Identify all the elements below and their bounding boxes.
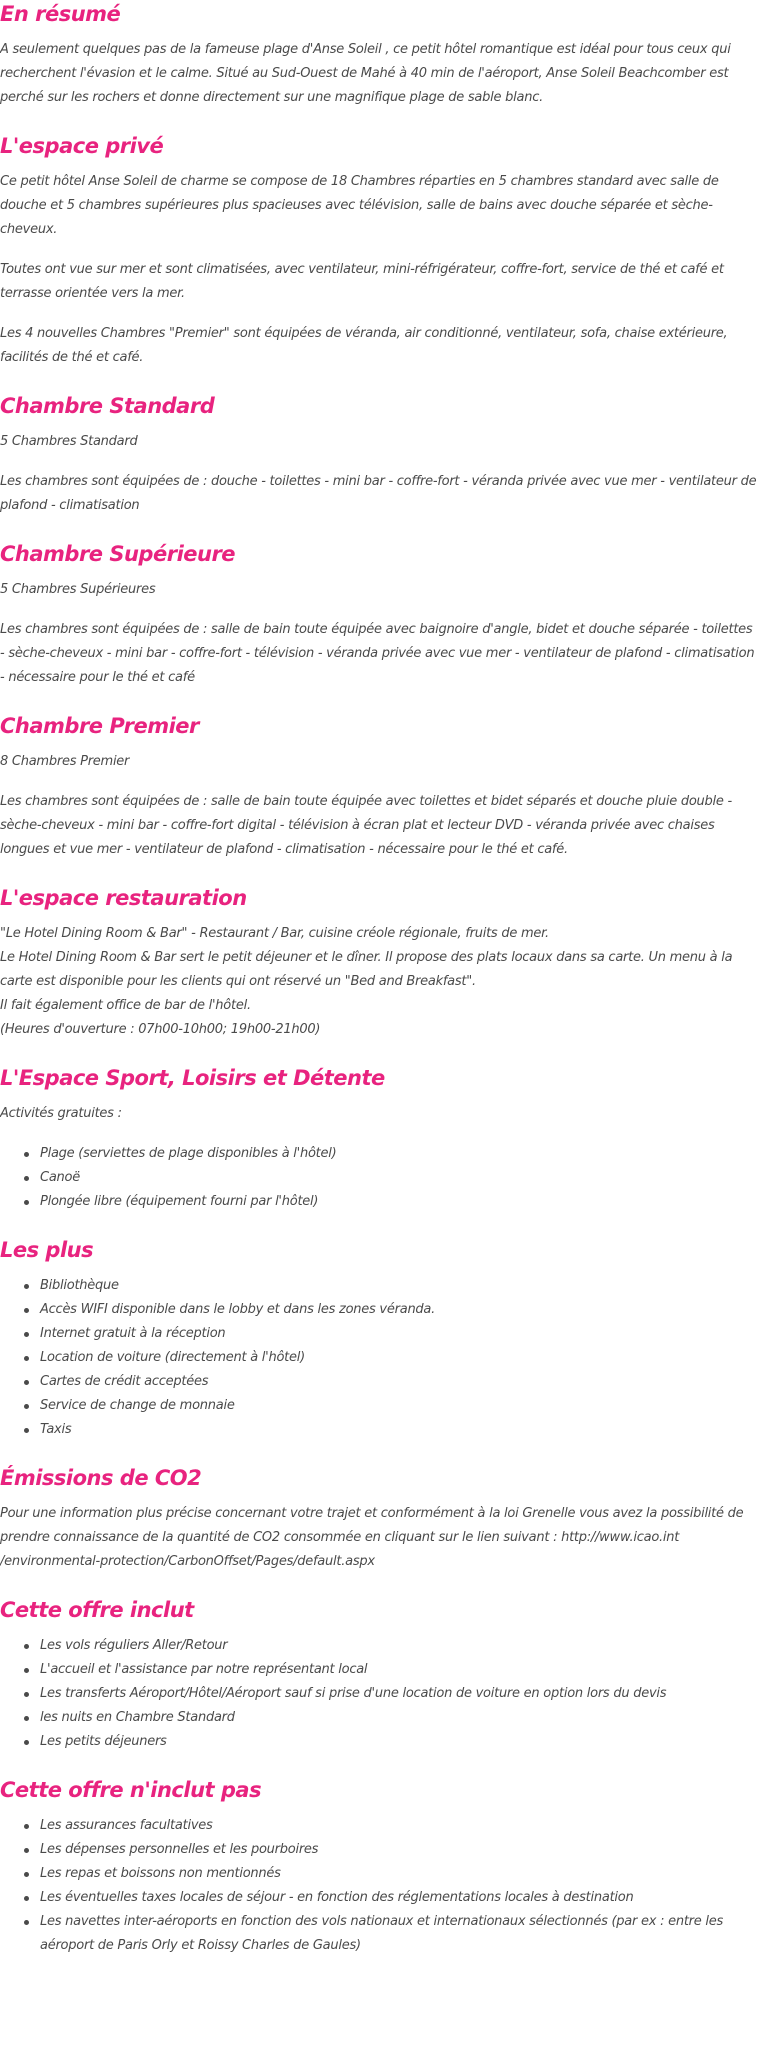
list-item: Les vols réguliers Aller/Retour [40, 1634, 758, 1658]
section-offre-ninclut-pas [0, 1776, 758, 1958]
opening-hours: (Heures d'ouverture : 07h00-10h00; 19h00-21h00) [0, 1022, 321, 1037]
section-paragraph: Les chambres sont équipées de : douche - toilettes - mini bar - coffre-fort - véranda privée avec vue mer - ventilateur de plafond - climatisation [0, 474, 757, 513]
section-chambre-superieure [0, 540, 758, 690]
list-item: Service de change de monnaie [40, 1394, 758, 1418]
section-line: "Le Hotel Dining Room & Bar" - Restaurant / Bar, cuisine créole régionale, fruits de mer. [0, 926, 549, 941]
list-item: L'accueil et l'assistance par notre représentant local [40, 1658, 758, 1682]
list-item: Les navettes inter-aéroports en fonction des vols nationaux et internationaux sélectionnés (par ex : entre les aéroport de Paris Orly et Roissy Charles de Gaules) [40, 1910, 758, 1958]
list-item: Accès WIFI disponible dans le lobby et dans les zones véranda. [40, 1298, 758, 1322]
section-title: Chambre Supérieure [0, 542, 236, 566]
list-item: Les assurances facultatives [40, 1814, 758, 1838]
room-count: 5 Chambres Supérieures [0, 582, 156, 597]
section-intro: Activités gratuites : [0, 1106, 122, 1121]
list-item: les nuits en Chambre Standard [40, 1706, 758, 1730]
section-title: Chambre Standard [0, 394, 215, 418]
section-title: Les plus [0, 1238, 94, 1262]
list-item: Les éventuelles taxes locales de séjour - en fonction des réglementations locales à destination [40, 1886, 758, 1910]
list-item: Cartes de crédit acceptées [40, 1370, 758, 1394]
section-paragraph: Les chambres sont équipées de : salle de bain toute équipée avec baignoire d'angle, bidet et douche séparée - toilettes - sèche-cheveux - mini bar - coffre-fort - télévision - véranda privée avec vue mer - ventilateur de plafond - climatisation - nécessaire pour le thé et café [0, 622, 755, 685]
list-item: Taxis [40, 1418, 758, 1442]
section-chambre-premier [0, 712, 758, 862]
section-paragraph: Toutes ont vue sur mer et sont climatisées, avec ventilateur, mini-réfrigérateur, coffre-fort, service de thé et café et terrasse orientée vers la mer. [0, 262, 724, 301]
section-paragraph: Pour une information plus précise concernant votre trajet et conformément à la loi Grenelle vous avez la possibilité de prendre connaissance de la quantité de CO2 consommée en cliquant sur le lien suivant : http://www.icao.int /environmental-protection/CarbonOffset/Pages/default.aspx [0, 1506, 744, 1569]
section-paragraph: Les 4 nouvelles Chambres "Premier" sont équipées de véranda, air conditionné, ventilateur, sofa, chaise extérieure, facilités de thé et café. [0, 326, 728, 365]
section-title: L'espace restauration [0, 886, 247, 910]
section-espace-prive [0, 132, 758, 370]
section-line: Il fait également office de bar de l'hôtel. [0, 998, 251, 1013]
section-les-plus [0, 1236, 758, 1442]
section-paragraph: Les chambres sont équipées de : salle de bain toute équipée avec toilettes et bidet séparés et douche pluie double - sèche-cheveux - mini bar - coffre-fort digital - télévision à écran plat et lecteur DVD - véranda privée avec chaises longues et vue mer - ventilateur de plafond - climatisation - nécessaire pour le thé et café. [0, 794, 732, 857]
list-item: Les transferts Aéroport/Hôtel/Aéroport sauf si prise d'une location de voiture en option lors du devis [40, 1682, 758, 1706]
section-offre-inclut [0, 1596, 758, 1754]
list-item: Location de voiture (directement à l'hôtel) [40, 1346, 758, 1370]
section-paragraph: Ce petit hôtel Anse Soleil de charme se compose de 18 Chambres réparties en 5 chambres standard avec salle de douche et 5 chambres supérieures plus spacieuses avec télévision, salle de bains avec douche séparée et sèche-cheveux. [0, 174, 719, 237]
section-title: En résumé [0, 2, 121, 26]
room-count: 5 Chambres Standard [0, 434, 138, 449]
section-title: L'espace privé [0, 134, 164, 158]
list-item: Canoë [40, 1166, 758, 1190]
list-item: Internet gratuit à la réception [40, 1322, 758, 1346]
activity-list [0, 1142, 758, 1214]
amenities-list [0, 1274, 758, 1442]
list-item: Les petits déjeuners [40, 1730, 758, 1754]
section-chambre-standard [0, 392, 758, 518]
excluded-list [0, 1814, 758, 1958]
list-item: Plage (serviettes de plage disponibles à l'hôtel) [40, 1142, 758, 1166]
section-line: Le Hotel Dining Room & Bar sert le petit déjeuner et le dîner. Il propose des plats locaux dans sa carte. Un menu à la carte est disponible pour les clients qui ont réservé un "Bed and Breakfast". [0, 950, 733, 989]
list-item: Les dépenses personnelles et les pourboires [40, 1838, 758, 1862]
list-item: Les repas et boissons non mentionnés [40, 1862, 758, 1886]
section-title: L'Espace Sport, Loisirs et Détente [0, 1066, 385, 1090]
section-espace-restauration [0, 884, 758, 1042]
section-title: Émissions de CO2 [0, 1466, 202, 1490]
section-emissions-co2 [0, 1464, 758, 1574]
section-sport-loisirs [0, 1064, 758, 1214]
room-count: 8 Chambres Premier [0, 754, 130, 769]
list-item: Plongée libre (équipement fourni par l'hôtel) [40, 1190, 758, 1214]
section-title: Cette offre n'inclut pas [0, 1778, 262, 1802]
section-en-resume [0, 0, 758, 110]
included-list [0, 1634, 758, 1754]
section-paragraph: A seulement quelques pas de la fameuse plage d'Anse Soleil , ce petit hôtel romantique est idéal pour tous ceux qui recherchent l'évasion et le calme. Situé au Sud-Ouest de Mahé à 40 min de l'aéroport, Anse Soleil Beachcomber est perché sur les rochers et donne directement sur une magnifique plage de sable blanc. [0, 42, 731, 105]
list-item: Bibliothèque [40, 1274, 758, 1298]
section-title: Cette offre inclut [0, 1598, 194, 1622]
section-title: Chambre Premier [0, 714, 199, 738]
